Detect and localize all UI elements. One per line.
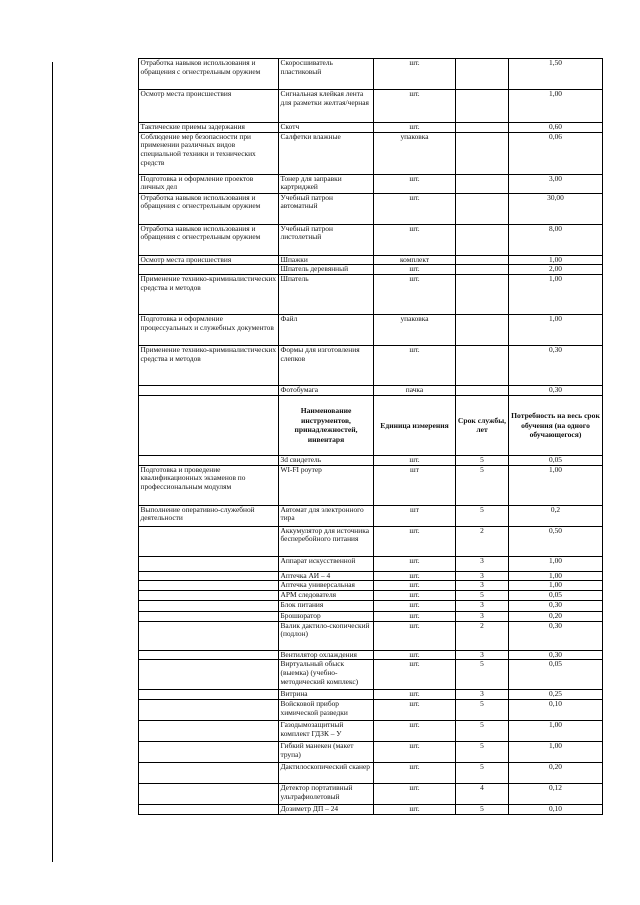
row-need: 0,50	[509, 526, 603, 556]
row-service-life: 5	[456, 805, 509, 815]
row-item-name: АРМ следователя	[279, 591, 374, 601]
header-life: Срок службы, лет	[456, 395, 509, 455]
row-item-name: Сигнальная клейкая лента для разметки желтая/черная	[279, 90, 374, 123]
row-description: Осмотр места происшествия	[139, 90, 279, 123]
row-unit: шт.	[374, 581, 456, 591]
table-row	[139, 193, 603, 224]
row-need: 0,06	[509, 132, 603, 174]
row-unit: комплект	[374, 255, 456, 265]
row-description	[139, 690, 279, 700]
table-row	[139, 700, 603, 721]
table-row	[139, 255, 603, 265]
row-description	[139, 600, 279, 611]
row-unit: шт.	[374, 805, 456, 815]
row-unit: шт.	[374, 690, 456, 700]
row-unit: шт.	[374, 763, 456, 784]
row-item-name: Формы для изготовления слепков	[279, 346, 374, 386]
table-row	[139, 611, 603, 621]
equipment-table	[138, 58, 603, 815]
row-description: Подготовка и оформление проектов личных дел	[139, 174, 279, 193]
table-row	[139, 132, 603, 174]
row-unit: шт	[374, 505, 456, 526]
table-row	[139, 315, 603, 346]
row-service-life: 5	[456, 721, 509, 742]
row-need: 0,30	[509, 600, 603, 611]
row-description: Выполнение оперативно-служебной деятельности	[139, 505, 279, 526]
row-description	[139, 721, 279, 742]
table-row	[139, 660, 603, 690]
row-need: 2,00	[509, 265, 603, 275]
row-item-name: Скоросшиватель пластиковый	[279, 59, 374, 90]
row-need: 1,00	[509, 556, 603, 571]
row-item-name: Салфетки влажные	[279, 132, 374, 174]
table-row	[139, 690, 603, 700]
left-margin-rule	[52, 62, 53, 862]
row-unit: шт.	[374, 600, 456, 611]
row-service-life: 3	[456, 690, 509, 700]
row-need: 0,05	[509, 455, 603, 465]
row-item-name: Валик дактило-скопический (подлон)	[279, 621, 374, 650]
row-item-name: Скотч	[279, 123, 374, 133]
row-description	[139, 386, 279, 396]
row-item-name: Учебный патрон автоматный	[279, 193, 374, 224]
row-item-name: Аптечка АИ – 4	[279, 571, 374, 581]
row-description	[139, 763, 279, 784]
row-service-life	[456, 275, 509, 315]
row-need: 1,00	[509, 275, 603, 315]
row-item-name: Витрина	[279, 690, 374, 700]
row-item-name: Дозиметр ДП – 24	[279, 805, 374, 815]
row-need: 0,30	[509, 650, 603, 660]
header-unit: Единица измерения	[374, 395, 456, 455]
row-unit: шт.	[374, 700, 456, 721]
row-description	[139, 591, 279, 601]
table-header-row	[139, 395, 603, 455]
row-service-life	[456, 224, 509, 255]
row-description	[139, 265, 279, 275]
row-service-life: 3	[456, 571, 509, 581]
row-need: 0,05	[509, 660, 603, 690]
row-item-name: Тонер для заправки картриджей	[279, 174, 374, 193]
table-row	[139, 505, 603, 526]
row-need: 0,2	[509, 505, 603, 526]
row-description	[139, 660, 279, 690]
row-need: 1,00	[509, 742, 603, 763]
row-unit: шт.	[374, 621, 456, 650]
row-need: 0,20	[509, 611, 603, 621]
row-description	[139, 805, 279, 815]
row-item-name: Файл	[279, 315, 374, 346]
row-service-life	[456, 346, 509, 386]
row-item-name: Автомат для электронного тира	[279, 505, 374, 526]
row-need: 0,60	[509, 123, 603, 133]
row-service-life: 2	[456, 526, 509, 556]
row-description	[139, 556, 279, 571]
table-row	[139, 650, 603, 660]
row-unit: шт.	[374, 556, 456, 571]
row-need: 0,30	[509, 346, 603, 386]
row-description	[139, 650, 279, 660]
row-need: 0,10	[509, 805, 603, 815]
row-item-name: Шпатель деревянный	[279, 265, 374, 275]
table-row	[139, 174, 603, 193]
row-unit: упаковка	[374, 132, 456, 174]
equipment-section	[139, 455, 603, 814]
row-need: 0,30	[509, 386, 603, 396]
row-unit: шт.	[374, 650, 456, 660]
table-row	[139, 346, 603, 386]
row-unit: шт	[374, 465, 456, 505]
row-item-name: Детектор портативный ультрафиолетовый	[279, 784, 374, 805]
row-service-life: 3	[456, 581, 509, 591]
table-row	[139, 805, 603, 815]
row-unit: шт.	[374, 275, 456, 315]
row-need: 0,05	[509, 591, 603, 601]
row-item-name: Шпатель	[279, 275, 374, 315]
row-service-life: 5	[456, 465, 509, 505]
row-description: Отработка навыков использования и обращения с огнестрельным оружием	[139, 193, 279, 224]
row-description: Применение технико-криминалистических средства и методов	[139, 346, 279, 386]
row-need: 0,25	[509, 690, 603, 700]
table-row	[139, 275, 603, 315]
row-unit: шт.	[374, 721, 456, 742]
row-service-life: 5	[456, 591, 509, 601]
header-name: Наименование инструментов, принадлежностей, инвентаря	[279, 395, 374, 455]
row-description	[139, 621, 279, 650]
table-row	[139, 224, 603, 255]
row-unit: шт.	[374, 224, 456, 255]
row-need: 1,00	[509, 315, 603, 346]
row-service-life: 5	[456, 505, 509, 526]
row-service-life: 5	[456, 742, 509, 763]
row-service-life	[456, 255, 509, 265]
row-item-name: Учебный патрон листолетный	[279, 224, 374, 255]
row-item-name: Виртуальный обыск (выемка) (учебно-методический комплекс)	[279, 660, 374, 690]
row-description: Отработка навыков использования и обращения с огнестрельным оружием	[139, 59, 279, 90]
row-service-life: 5	[456, 763, 509, 784]
row-description	[139, 611, 279, 621]
table-row	[139, 571, 603, 581]
table-row	[139, 265, 603, 275]
row-service-life	[456, 386, 509, 396]
row-unit: шт.	[374, 174, 456, 193]
table-row	[139, 59, 603, 90]
row-service-life	[456, 59, 509, 90]
row-need: 0,30	[509, 621, 603, 650]
row-need: 1,00	[509, 255, 603, 265]
row-description	[139, 526, 279, 556]
row-unit: пачка	[374, 386, 456, 396]
table-row	[139, 465, 603, 505]
table-row	[139, 784, 603, 805]
row-unit: шт.	[374, 346, 456, 386]
row-description	[139, 742, 279, 763]
header-need: Потребность на весь срок обучения (на одного обучающегося)	[509, 395, 603, 455]
row-item-name: Аппарат искусственной	[279, 556, 374, 571]
table-row	[139, 526, 603, 556]
row-item-name: WI-FI роутер	[279, 465, 374, 505]
row-description: Отработка навыков использования и обращения с огнестрельным оружием	[139, 224, 279, 255]
row-item-name: Войсковой прибор химической разведки	[279, 700, 374, 721]
row-need: 1,50	[509, 59, 603, 90]
row-service-life: 3	[456, 611, 509, 621]
header-empty-cell	[139, 395, 279, 455]
table-row	[139, 742, 603, 763]
row-description: Тактические приемы задержания	[139, 123, 279, 133]
row-item-name: Аптечка универсальная	[279, 581, 374, 591]
row-service-life	[456, 265, 509, 275]
row-unit: шт.	[374, 193, 456, 224]
row-unit: шт.	[374, 455, 456, 465]
table-row	[139, 621, 603, 650]
row-unit: упаковка	[374, 315, 456, 346]
row-item-name: Шпажки	[279, 255, 374, 265]
table-row	[139, 455, 603, 465]
row-description: Применение технико-криминалистических средства и методов	[139, 275, 279, 315]
row-unit: шт.	[374, 742, 456, 763]
row-need: 1,00	[509, 581, 603, 591]
row-item-name: 3d свидетель	[279, 455, 374, 465]
row-need: 30,00	[509, 193, 603, 224]
table-row	[139, 591, 603, 601]
table-row	[139, 556, 603, 571]
row-need: 0,12	[509, 784, 603, 805]
row-service-life: 4	[456, 784, 509, 805]
row-unit: шт.	[374, 591, 456, 601]
row-need: 8,00	[509, 224, 603, 255]
row-service-life	[456, 90, 509, 123]
row-service-life	[456, 174, 509, 193]
row-service-life	[456, 315, 509, 346]
row-service-life	[456, 132, 509, 174]
row-description	[139, 571, 279, 581]
row-unit: шт.	[374, 571, 456, 581]
row-unit: шт.	[374, 265, 456, 275]
row-description: Осмотр места происшествия	[139, 255, 279, 265]
row-item-name: Газодымозащитный комплект ГДЗК – У	[279, 721, 374, 742]
row-service-life: 3	[456, 650, 509, 660]
row-description: Подготовка и оформление процессуальных и служебных документов	[139, 315, 279, 346]
table-row	[139, 600, 603, 611]
row-unit: шт.	[374, 59, 456, 90]
row-service-life: 2	[456, 621, 509, 650]
row-need: 0,20	[509, 763, 603, 784]
row-service-life: 5	[456, 660, 509, 690]
row-service-life: 5	[456, 455, 509, 465]
row-need: 1,00	[509, 465, 603, 505]
table-row	[139, 721, 603, 742]
row-service-life: 5	[456, 700, 509, 721]
row-need: 1,00	[509, 721, 603, 742]
row-service-life: 3	[456, 600, 509, 611]
row-item-name: Блок питания	[279, 600, 374, 611]
row-unit: шт.	[374, 784, 456, 805]
row-need: 0,10	[509, 700, 603, 721]
row-item-name: Аккумулятор для источника бесперебойного питания	[279, 526, 374, 556]
row-item-name: Брошюратор	[279, 611, 374, 621]
row-unit: шт.	[374, 660, 456, 690]
row-need: 1,00	[509, 571, 603, 581]
row-description: Соблюдение мер безопасности при применении различных видов специальной техники и технических средств	[139, 132, 279, 174]
row-unit: шт.	[374, 123, 456, 133]
row-service-life	[456, 123, 509, 133]
row-unit: шт.	[374, 90, 456, 123]
row-item-name: Дактилоскопический сканер	[279, 763, 374, 784]
table-row	[139, 763, 603, 784]
table-row	[139, 90, 603, 123]
row-service-life: 3	[456, 556, 509, 571]
consumables-section	[139, 59, 603, 396]
table-row	[139, 581, 603, 591]
header-section	[139, 395, 603, 455]
row-description: Подготовка и проведение квалификационных экзаменов по профессиональным модулям	[139, 465, 279, 505]
table-row	[139, 386, 603, 396]
row-item-name: Фотобумага	[279, 386, 374, 396]
row-description	[139, 581, 279, 591]
row-service-life	[456, 193, 509, 224]
row-description	[139, 455, 279, 465]
row-description	[139, 784, 279, 805]
row-need: 1,00	[509, 90, 603, 123]
row-unit: шт.	[374, 526, 456, 556]
row-need: 3,00	[509, 174, 603, 193]
row-description	[139, 700, 279, 721]
row-unit: шт.	[374, 611, 456, 621]
row-item-name: Вентилятор охлаждения	[279, 650, 374, 660]
row-item-name: Гибкий манекен (макет трупа)	[279, 742, 374, 763]
table-row	[139, 123, 603, 133]
